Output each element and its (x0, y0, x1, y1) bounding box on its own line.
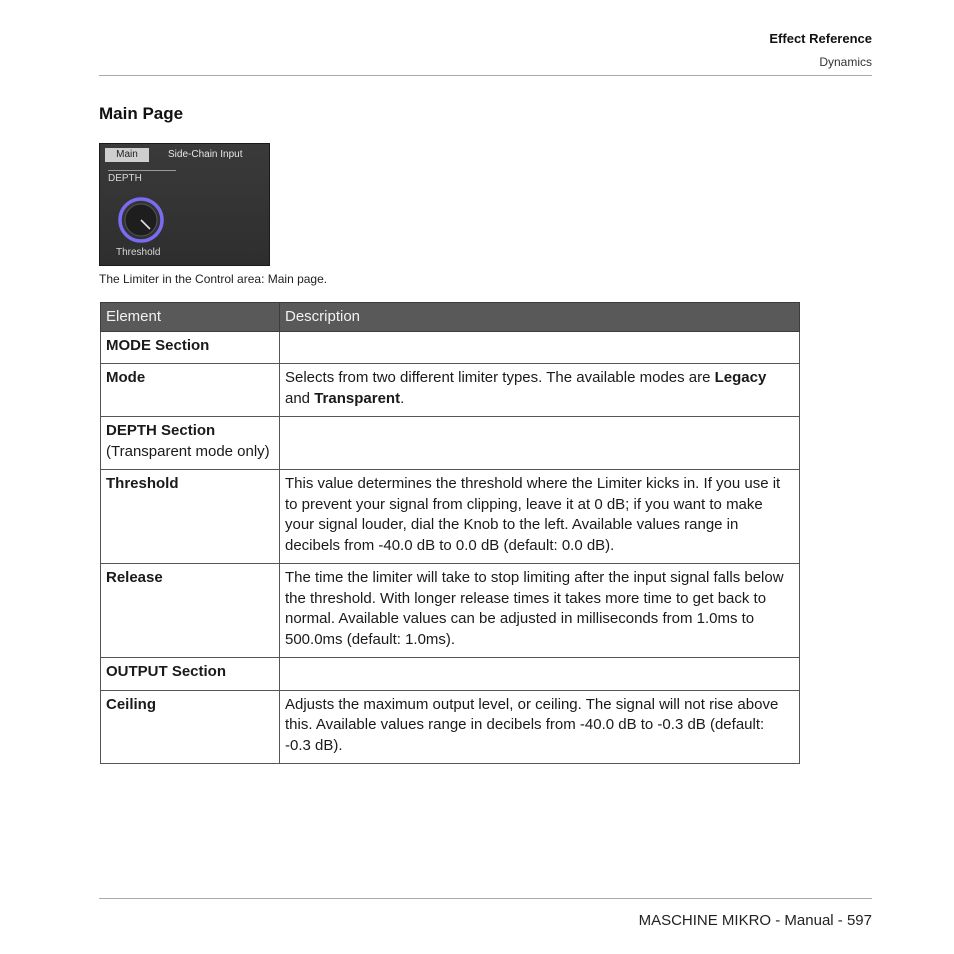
description-cell (280, 364, 800, 417)
column-header-element: Element (101, 303, 280, 332)
element-cell (101, 417, 280, 470)
threshold-knob[interactable] (117, 196, 165, 244)
tab-side-chain-input[interactable]: Side-Chain Input (168, 149, 243, 160)
figure-caption: The Limiter in the Control area: Main page. (99, 272, 328, 286)
element-cell (101, 690, 280, 764)
footer-page-info: MASCHINE MIKRO - Manual - 597 (638, 912, 872, 929)
description-cell (280, 417, 800, 470)
element-name: DEPTH Section (106, 422, 216, 439)
element-name: Ceiling (106, 695, 157, 713)
description-cell (280, 331, 800, 364)
table-row (101, 690, 800, 764)
description-cell (280, 658, 800, 691)
table-row (101, 417, 800, 470)
header-chapter: Effect Reference (769, 31, 872, 46)
panel-divider (108, 170, 176, 171)
page-title: Main Page (99, 104, 184, 123)
element-cell (101, 331, 280, 364)
header-divider (99, 75, 872, 76)
threshold-label: Threshold (116, 247, 161, 258)
table-row (101, 331, 800, 364)
description-text: and (285, 389, 315, 407)
element-cell (101, 564, 280, 658)
element-name: Threshold (106, 475, 179, 492)
description-cell (280, 470, 800, 564)
description-text: This value determines the threshold where the Limiter kicks in. If you use it to prevent your signal from clipping, leave it at 0 dB; if you want to make your signal louder, dial the Knob to the left. Available values range in decibels from -40.0 dB to 0.0 dB (default: 0.0 dB). (285, 475, 781, 554)
element-name: Release (106, 569, 163, 586)
element-cell (101, 364, 280, 417)
element-cell (101, 658, 280, 691)
element-cell (101, 470, 280, 564)
description-text: The time the limiter will take to stop limiting after the input signal falls below the threshold. With longer release times it takes more time to get back to normal. Available values can be adjusted in milliseconds from 1.0ms to 500.0ms (default: 1.0ms). (285, 569, 784, 648)
description-text: . (400, 389, 405, 407)
table-row (101, 658, 800, 691)
description-emphasis: Transparent (314, 389, 401, 407)
table-row (101, 564, 800, 658)
description-cell (280, 564, 800, 658)
description-cell (280, 690, 800, 764)
description-text: Selects from two different limiter types. The available modes are (285, 369, 715, 386)
tab-main[interactable]: Main (105, 148, 149, 162)
description-emphasis: Legacy (714, 369, 767, 386)
element-note: (Transparent mode only) (106, 442, 270, 460)
element-name: OUTPUT Section (106, 663, 227, 680)
limiter-control-panel (99, 143, 270, 266)
table-header-row (101, 303, 800, 332)
header-section: Dynamics (819, 55, 872, 69)
table-row (101, 364, 800, 417)
description-text: Adjusts the maximum output level, or ceiling. The signal will not rise above this. Available values range in decibels from -40.0 dB to -0.3 dB (default: -0.3 dB). (285, 695, 779, 754)
column-header-description: Description (280, 303, 800, 332)
element-name: Mode (106, 369, 146, 386)
table-row (101, 470, 800, 564)
element-name: MODE Section (106, 336, 210, 354)
depth-label: DEPTH (108, 173, 142, 184)
element-description-table (100, 302, 800, 764)
footer-divider (99, 898, 872, 899)
